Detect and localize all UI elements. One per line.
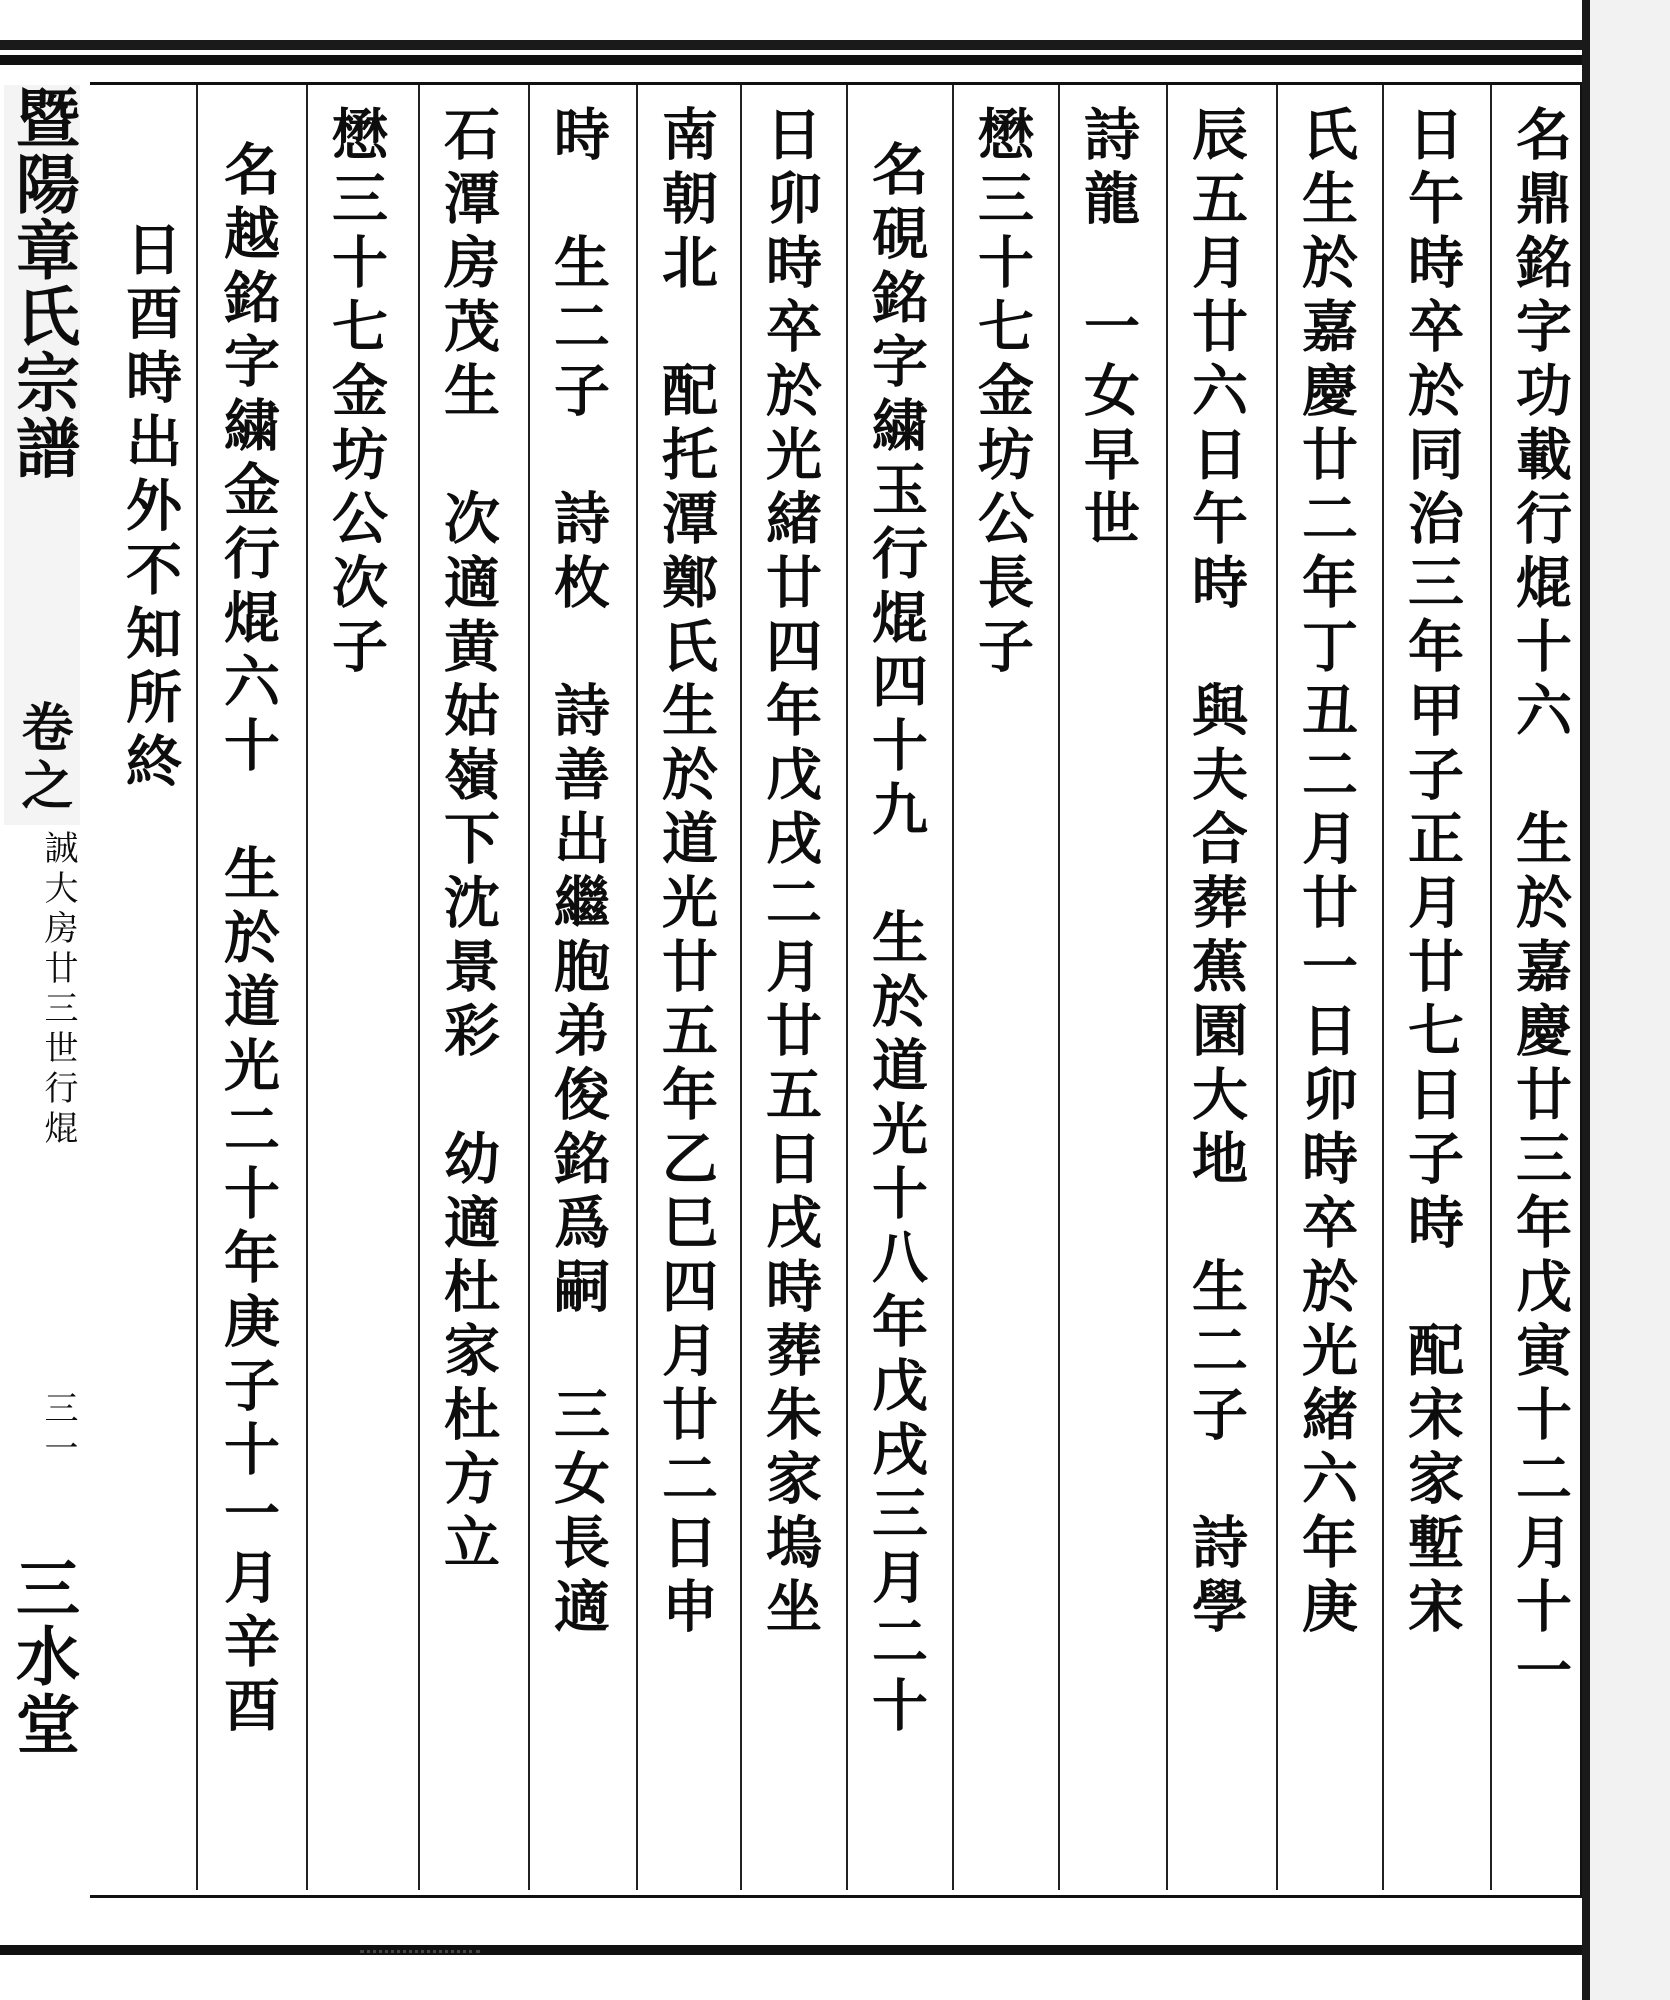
text-column-14: 日酉時出外不知所終 — [117, 220, 183, 796]
column-rule — [196, 85, 198, 1890]
text-column-10: 時 生二子 詩枚 詩善出繼胞弟俊銘爲嗣 三女長適 — [545, 105, 611, 1641]
text-column-1: 名鼎銘字功載行焜十六 生於嘉慶廿三年戊寅十二月十一 — [1507, 105, 1573, 1705]
text-column-5: 詩龍 一女早世 — [1075, 105, 1141, 553]
page-top-edge — [0, 0, 1670, 50]
column-rule — [1490, 85, 1492, 1890]
text-column-2: 日午時卒於同治三年甲子正月廿七日子時 配宋家塹宋 — [1399, 105, 1465, 1641]
hall-name: 三水堂 — [5, 1555, 80, 1759]
volume-label: 卷之 — [12, 700, 73, 816]
text-column-8: 日卯時卒於光緒廿四年戊戌二月廿五日戌時葬朱家塢坐 — [757, 105, 823, 1641]
text-column-7: 名硯銘字繍玉行焜四十九 生於道光十八年戊戌三月二十 — [863, 140, 929, 1740]
column-rule — [1166, 85, 1168, 1890]
section-label: 誠大房廿三世行焜 — [38, 830, 78, 1150]
column-rule — [740, 85, 742, 1890]
text-column-9: 南朝北 配托潭鄭氏生於道光廿五年乙巳四月廿二日申 — [653, 105, 719, 1641]
column-rule — [1276, 85, 1278, 1890]
column-rule — [418, 85, 420, 1890]
page-right-edge — [1582, 0, 1670, 2000]
column-rule — [528, 85, 530, 1890]
text-column-12: 懋三十七金坊公次子 — [323, 105, 389, 681]
column-rule — [306, 85, 308, 1890]
text-column-4: 辰五月廿六日午時 與夫合葬蕉園大地 生二子 詩學 — [1183, 105, 1249, 1641]
column-rule — [1058, 85, 1060, 1890]
column-rule — [636, 85, 638, 1890]
text-column-3: 氏生於嘉慶廿二年丁丑二月廿一日卯時卒於光緒六年庚 — [1293, 105, 1359, 1641]
column-rule — [952, 85, 954, 1890]
text-column-6: 懋三十七金坊公長子 — [969, 105, 1035, 681]
genealogy-title: 暨陽章氏宗譜 — [4, 85, 80, 825]
page-number: 三一 — [38, 1390, 78, 1470]
text-column-11: 石潭房茂生 次適黄姑嶺下沈景彩 幼適杜家杜方立 — [435, 105, 501, 1577]
text-column-13: 名越銘字繍金行焜六十 生於道光二十年庚子十一月辛酉 — [215, 140, 281, 1740]
column-rule — [846, 85, 848, 1890]
bottom-mark — [360, 1950, 480, 1963]
column-rule — [1382, 85, 1384, 1890]
